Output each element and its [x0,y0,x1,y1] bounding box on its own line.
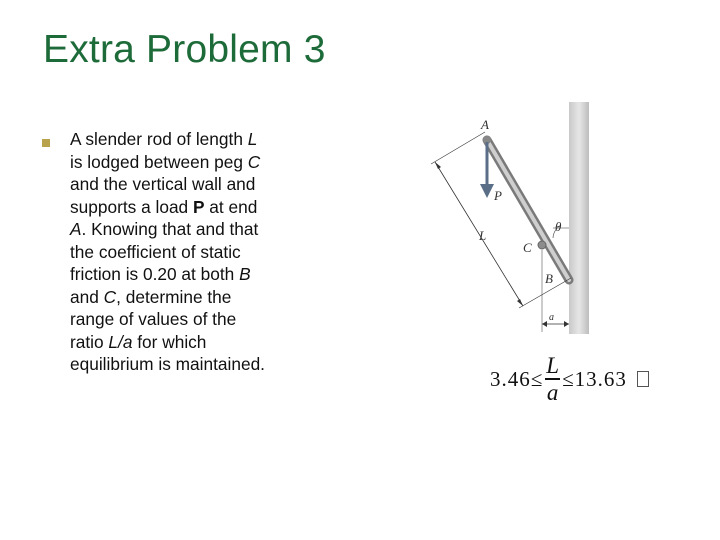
dimension-arrow-top [435,162,441,169]
text-run: and the vertical wall and [70,174,256,194]
bullet-square-icon [42,139,50,147]
text-run: . Knowing that and that [81,219,259,239]
text-run: and [70,286,104,307]
label-theta: θ [555,219,562,234]
title-divider [40,92,680,93]
text-run: supports a load [70,196,193,217]
fraction-numerator: L [546,353,560,378]
label-B: B [545,271,553,286]
text-run: is lodged between peg [70,151,248,172]
problem-line-7 [70,263,320,286]
text-run: at end [204,196,258,217]
var-B: B [239,264,251,284]
label-L: L [479,228,487,243]
peg-C [538,241,546,249]
answer-upper-bound: ≤13.63 [562,366,627,391]
rod-highlight [487,140,569,280]
problem-line-1 [70,128,320,151]
missing-glyph-box-icon [637,371,649,387]
ratio-fraction [545,354,560,404]
var-C: C [103,286,117,307]
dimension-a-arrow-right [564,321,569,327]
text-run: ratio [70,331,109,352]
dimension-L-ext-top [431,132,485,164]
label-a: a [549,312,554,323]
text-run: the coefficient of static [70,241,241,262]
problem-line-10 [70,331,320,354]
text-run: range of values of the [70,309,237,329]
label-A: A [481,117,489,132]
rod-wall-diagram [425,100,595,338]
problem-line-11 [70,353,320,376]
answer-inequality [490,354,649,404]
problem-line-6 [70,241,320,264]
problem-statement [70,128,320,376]
text-run: for which [132,331,207,352]
fraction-denominator: a [546,380,559,405]
problem-line-3 [70,173,320,196]
problem-line-8 [70,286,320,309]
answer-lower-bound: 3.46≤ [490,366,544,391]
text-run: friction is 0.20 at both [70,264,240,284]
label-C: C [523,240,532,255]
load-arrow-head [480,184,494,198]
problem-line-5 [70,218,320,241]
var-A: A [70,219,82,239]
dimension-a-arrow-left [542,321,547,327]
text-run: equilibrium is maintained. [70,354,265,374]
problem-line-9 [70,308,320,331]
slide-title: Extra Problem 3 [43,28,326,71]
label-P: P [494,188,502,203]
var-L: L [247,129,258,149]
problem-line-2 [70,151,320,174]
var-L-over-a: L/a [108,331,133,352]
var-P: P [192,196,205,217]
vertical-wall [569,102,589,334]
text-run: , determine the [116,286,232,307]
text-run: A slender rod of length [70,129,248,149]
var-C: C [247,151,261,172]
dimension-arrow-bottom [517,299,523,306]
problem-line-4 [70,196,320,219]
